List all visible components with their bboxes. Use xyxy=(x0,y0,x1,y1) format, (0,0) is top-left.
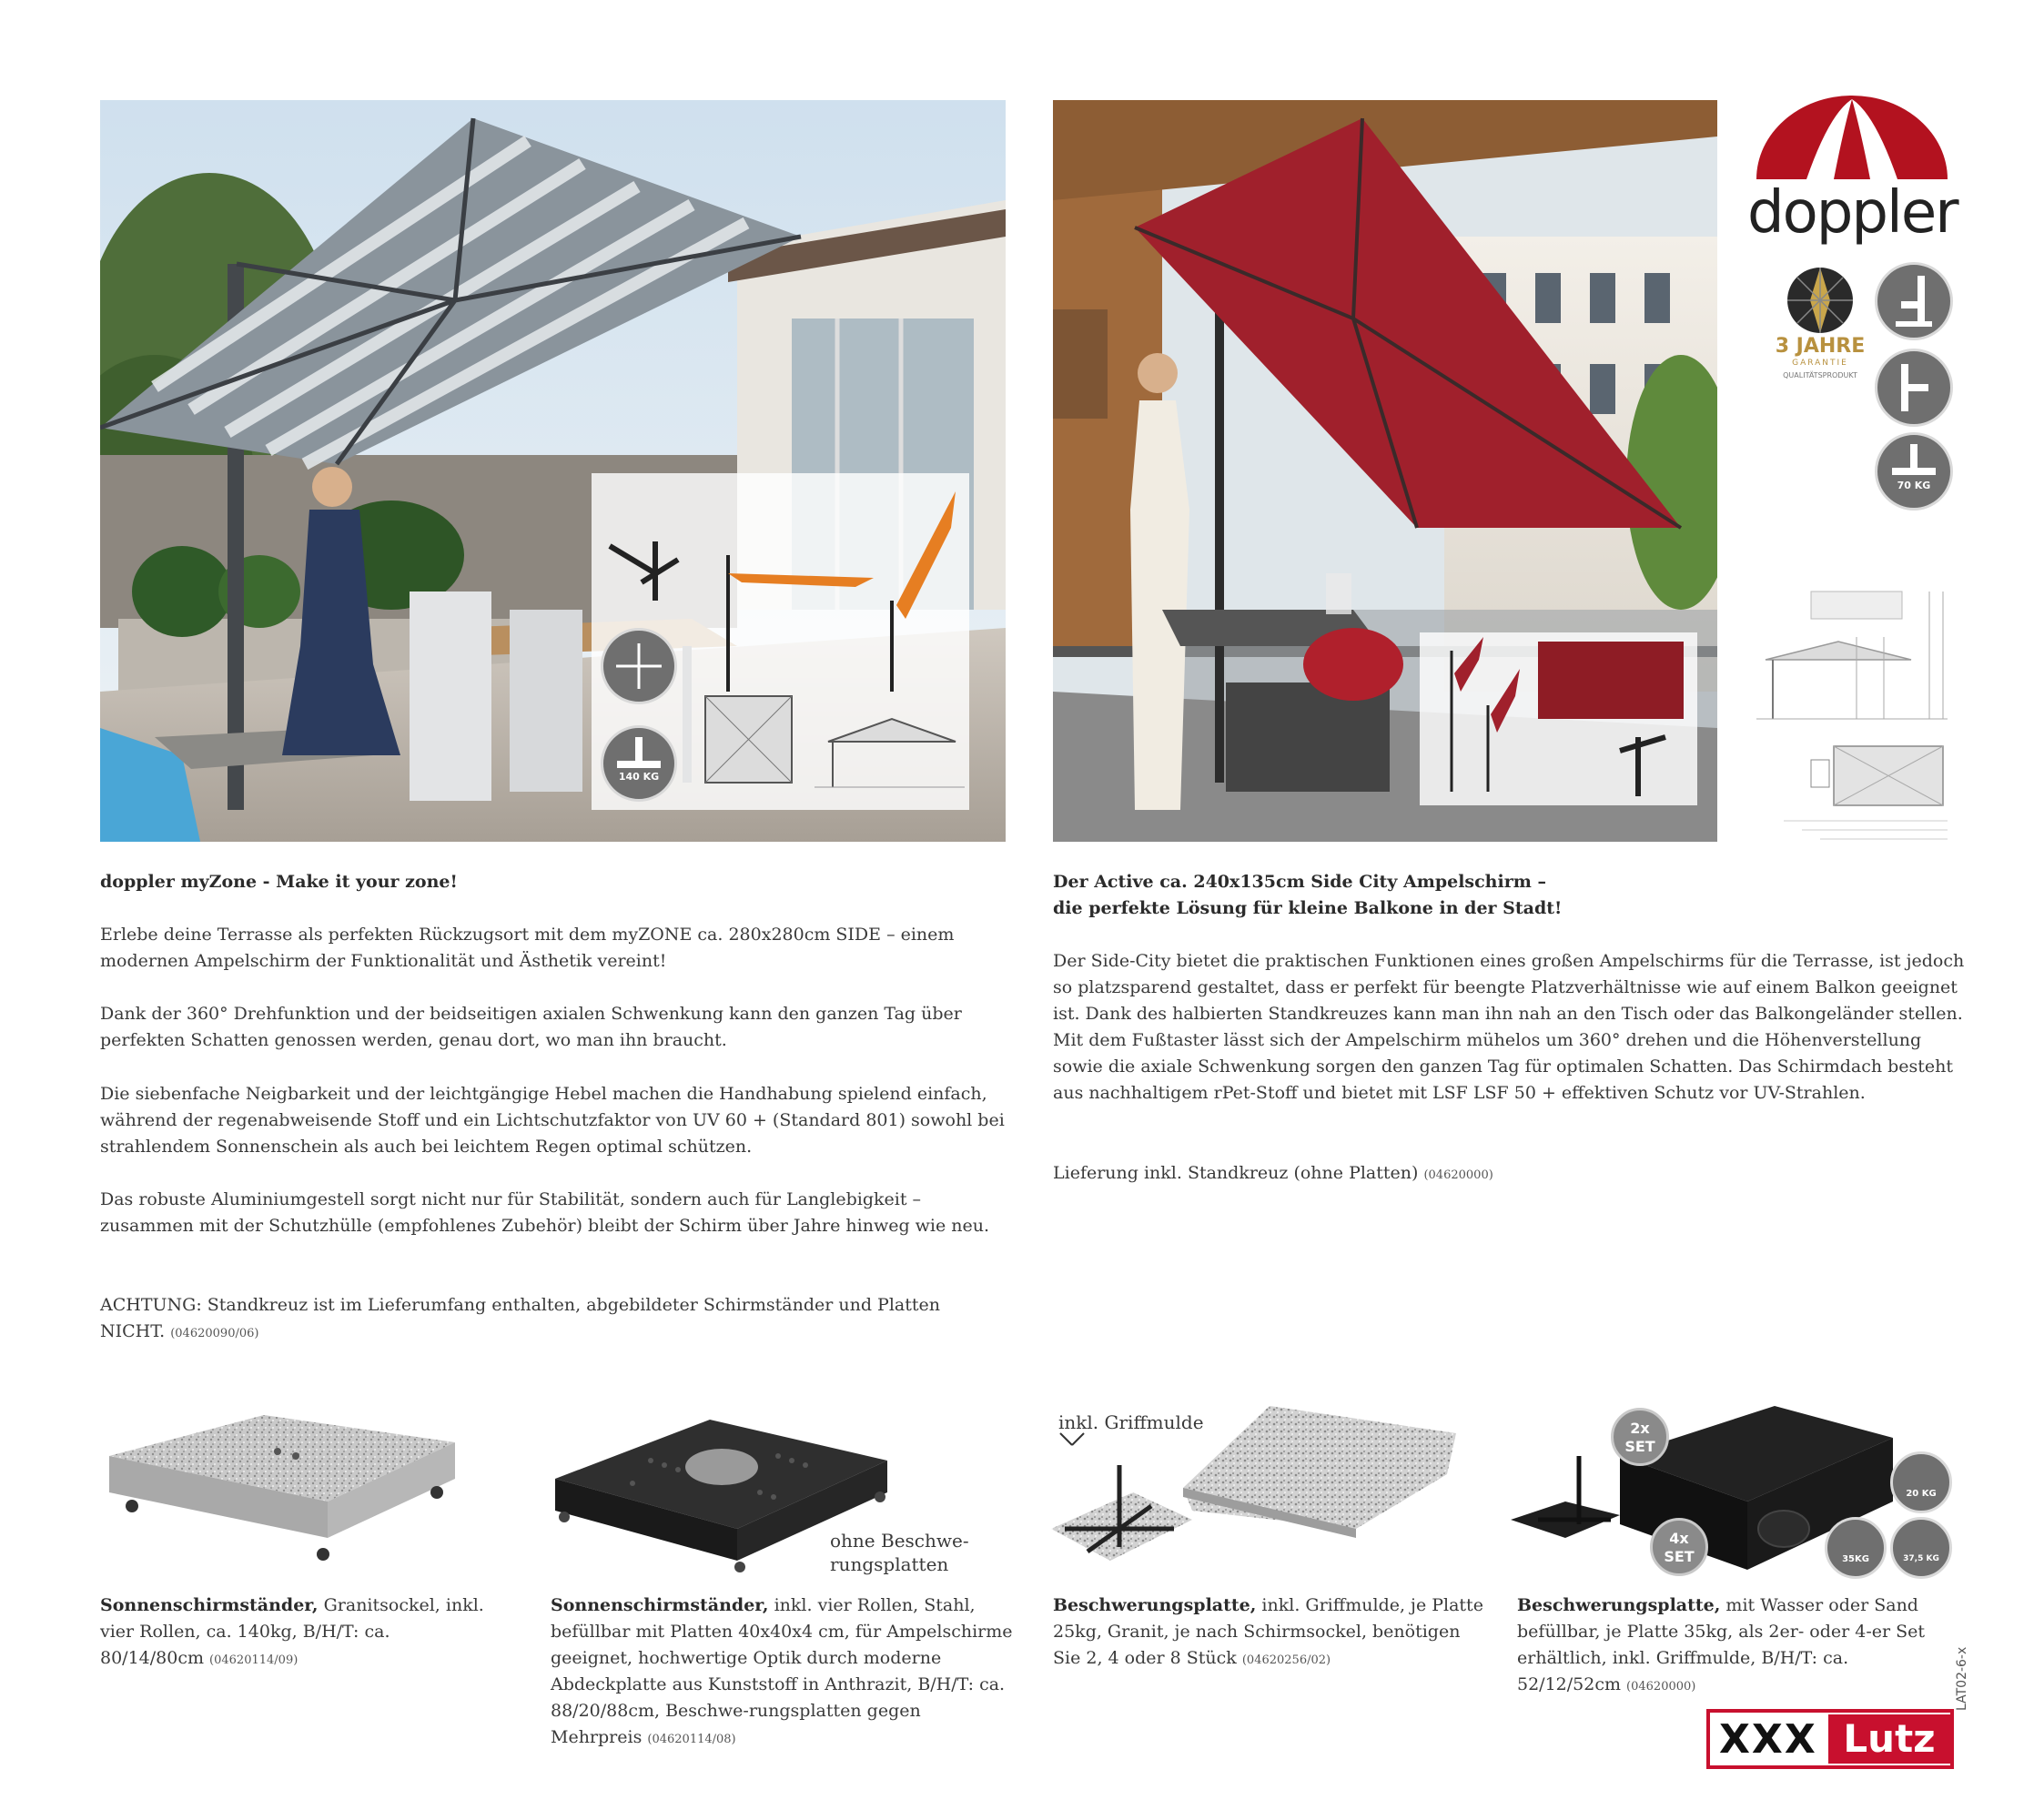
side-city-diagram-illustration xyxy=(1420,632,1697,805)
xxxlutz-logo xyxy=(1706,1709,1954,1769)
granite-stand-illustration xyxy=(100,1401,464,1583)
weight-140kg-icon xyxy=(601,725,677,802)
set-4x-label: 4x SET xyxy=(1664,1530,1695,1565)
fillable-plate-code: (04620000) xyxy=(1626,1680,1696,1694)
fillable-plate-illustration xyxy=(1511,1401,1957,1583)
dimension-drawing-illustration xyxy=(1747,582,1952,846)
weight-plate-image xyxy=(1047,1392,1465,1583)
weight-70kg-icon xyxy=(1875,432,1953,511)
myzone-note xyxy=(100,1292,1001,1347)
weight-20kg-label: 20 KG xyxy=(1906,1489,1937,1499)
myzone-paragraph-4: Das robuste Aluminiumgestell sorgt nicht nur für Stabilität, sondern auch für Langlebigkeit – zusammen mit der Schutzhülle (empfohlenes Zubehör) bleibt der Schirm über Jahre hinweg wie neu. xyxy=(100,1189,990,1236)
tilt-handle-symbol xyxy=(1877,351,1950,424)
side-city-delivery xyxy=(1053,1160,1954,1188)
weight-37kg-label: 37,5 KG xyxy=(1903,1554,1939,1563)
side-city-technical-drawing xyxy=(1747,582,1952,846)
weight-plate-text: inkl. Griffmulde, je Platte 25kg, Granit, je nach Schirmsockel, benötigen Sie 2, 4 oder 8 Stück xyxy=(1053,1595,1483,1668)
cross-arrows-icon xyxy=(603,631,674,702)
myzone-article-code: (04620090/06) xyxy=(170,1327,259,1340)
granite-stand-code: (04620114/09) xyxy=(209,1653,299,1667)
guarantee-label: GARANTIE xyxy=(1792,359,1848,368)
myzone-paragraph-3: Die siebenfache Neigbarkeit und der leichtgängige Hebel machen die Handhabung spielend einfach, während der regenabweisende Stoff und ein Lichtschutzfaktor von UV 60 + (Standard 801) sowohl bei strahlendem Sonnenschein als auch bei leichtem Regen optimal schützen. xyxy=(100,1084,1005,1157)
steel-stand-title: Sonnenschirmständer, xyxy=(551,1595,769,1615)
granite-stand-title: Sonnenschirmständer, xyxy=(100,1595,319,1615)
pole-mount-symbol xyxy=(1877,265,1950,338)
set-2x-label: 2x SET xyxy=(1624,1420,1655,1455)
steel-stand-text: inkl. vier Rollen, Stahl, befüllbar mit Platten 40x40x4 cm, für Ampelschirme geeignet, hochwertige Optik durch moderne Abdeckplatte aus Kunststoff in Anthrazit, B/H/T: ca. 88/20/88cm, Beschwe-rungsplatten gegen Mehrpreis xyxy=(551,1595,1013,1747)
side-city-heading-line1: Der Active ca. 240x135cm Side City Ampelschirm – xyxy=(1053,872,1546,892)
fillable-plate-text: mit Wasser oder Sand befüllbar, je Platte 35kg, als 2er- oder 4-er Set erhältlich, inkl. Griffmulde, B/H/T: ca. 52/12/52cm xyxy=(1517,1595,1926,1694)
set-2x-badge xyxy=(1611,1408,1669,1466)
myzone-paragraph-2: Dank der 360° Drehfunktion und der beidseitigen axialen Schwenkung kann den ganzen Tag über perfekten Schatten genossen werden, genau dort, wo man ihn braucht. xyxy=(100,1004,962,1050)
steel-stand-description xyxy=(551,1592,1015,1753)
base-weight-icon-70 xyxy=(1877,435,1950,482)
page-code: LAT02-6-x xyxy=(1955,1646,1969,1711)
weight-37kg-icon xyxy=(1890,1517,1952,1579)
weight-plate-callout: inkl. Griffmulde xyxy=(1058,1411,1204,1433)
doppler-logo xyxy=(1747,96,1957,250)
weight-20kg-icon xyxy=(1890,1451,1952,1513)
steel-stand-callout: ohne Beschwe-rungsplatten xyxy=(830,1530,969,1575)
myzone-heading: doppler myZone - Make it your zone! xyxy=(100,872,458,892)
weight-plate-code: (04620256/02) xyxy=(1241,1653,1331,1667)
xxxlutz-logo-lutz: Lutz xyxy=(1828,1714,1950,1764)
guarantee-quality: QUALITÄTSPRODUKT xyxy=(1783,371,1857,379)
side-city-paragraph: Der Side-City bietet die praktischen Funktionen eines großen Ampelschirms für die Terrasse, ist jedoch so platzsparend gestaltet, dass er perfekt für beengte Platzverhältnisse wie auf einem Balkon geeignet ist. Dank des halbierten Standkreuzes kann man ihn nah an den Tisch oder das Balkongeländer stellen. Mit dem Fußtaster lässt sich der Ampelschirm mühelos um 360° drehen und die Höhenverstellung sowie die axiale Schwenkung sorgen den ganzen Tag für optimalen Schatten. Das Schirmdach besteht aus nachhaltigem rPet-Stoff und bietet mit LSF LSF 50 + effektiven Schutz vor UV-Strahlen. xyxy=(1053,951,1965,1103)
guarantee-years: 3 JAHRE xyxy=(1775,335,1866,358)
weight-70kg-label: 70 KG xyxy=(1897,480,1931,491)
black-umbrella-icon xyxy=(1770,262,1870,335)
guarantee-badge xyxy=(1770,262,1870,394)
myzone-paragraph-1: Erlebe deine Terrasse als perfekten Rückzugsort mit dem myZONE ca. 280x280cm SIDE – einem modernen Ampelschirm der Funktionalität und Ästhetik vereint! xyxy=(100,925,955,971)
weight-35kg-icon xyxy=(1825,1517,1887,1579)
side-city-article-code: (04620000) xyxy=(1423,1168,1493,1182)
fillable-plate-description xyxy=(1517,1592,1945,1700)
granite-stand-text: Granitsockel, inkl. vier Rollen, ca. 140kg, B/H/T: ca. 80/14/80cm xyxy=(100,1595,484,1668)
weight-35kg-label: 35KG xyxy=(1842,1554,1869,1564)
base-weight-icon xyxy=(603,728,674,774)
pole-mount-icon xyxy=(1875,262,1953,340)
steel-stand-code: (04620114/08) xyxy=(647,1733,736,1746)
granite-stand-description xyxy=(100,1592,491,1673)
tilt-handle-icon xyxy=(1875,349,1953,427)
weight-140kg-label: 140 KG xyxy=(618,771,660,783)
side-city-features-panel xyxy=(1420,632,1697,805)
fillable-plate-image xyxy=(1511,1401,1957,1583)
weight-plate-description xyxy=(1053,1592,1485,1673)
weight-plate-title: Beschwerungsplatte, xyxy=(1053,1595,1257,1615)
set-4x-badge xyxy=(1650,1518,1708,1576)
umbrella-logo-icon xyxy=(1747,96,1957,182)
side-city-delivery-text: Lieferung inkl. Standkreuz (ohne Platten) xyxy=(1053,1163,1419,1183)
doppler-wordmark: doppler xyxy=(1747,179,1958,247)
myzone-note-text: ACHTUNG: Standkreuz ist im Lieferumfang enthalten, abgebildeter Schirmständer und Platten NICHT. xyxy=(100,1295,940,1341)
side-city-heading-line2: die perfekte Lösung für kleine Balkone in der Stadt! xyxy=(1053,898,1563,918)
granite-stand-image xyxy=(100,1401,464,1583)
rotation-360-icon xyxy=(601,628,677,704)
granite-plate-illustration xyxy=(1047,1392,1465,1583)
xxxlutz-logo-xxx: XXX xyxy=(1719,1716,1817,1763)
fillable-plate-title: Beschwerungsplatte, xyxy=(1517,1595,1721,1615)
